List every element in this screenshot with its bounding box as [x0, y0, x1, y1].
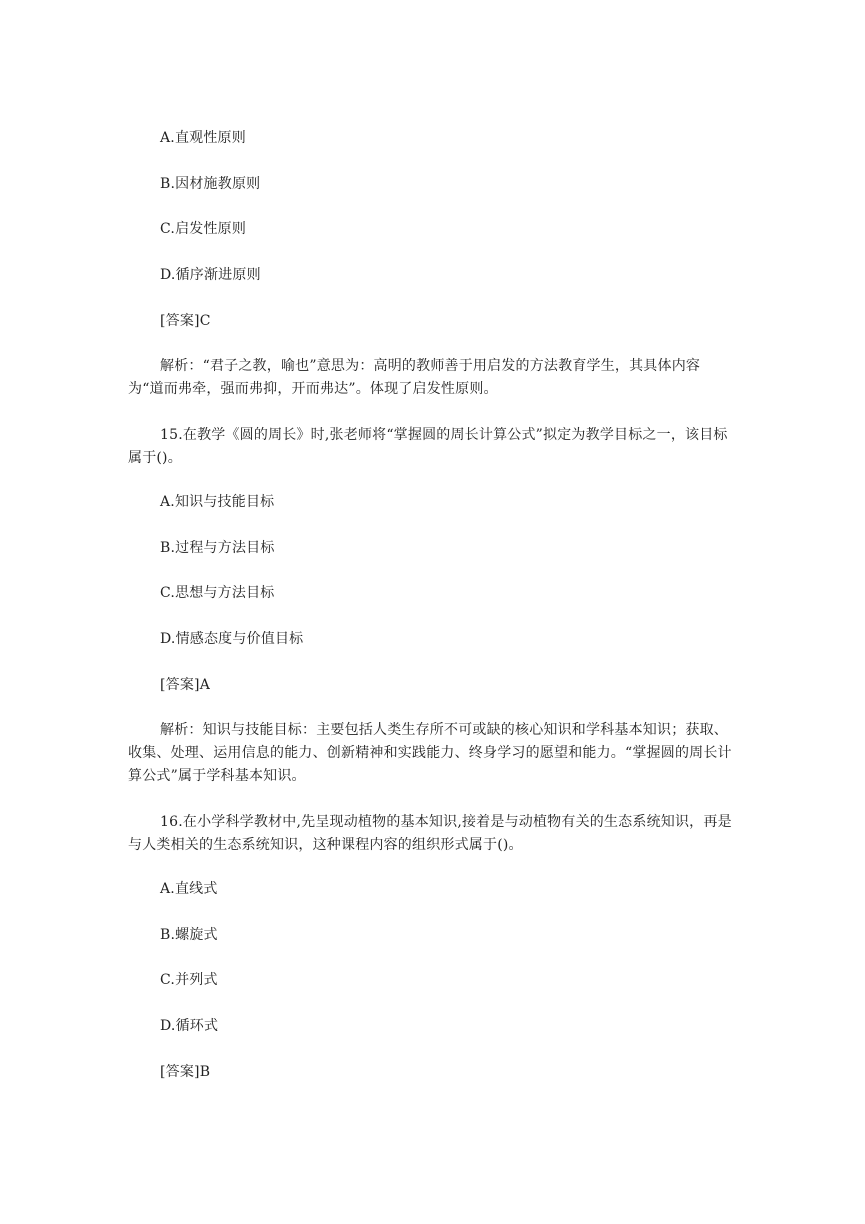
q14-option-b: B.因材施教原则 [160, 176, 261, 192]
q14-analysis: 解析：“君子之教，喻也”意思为：高明的教师善于用启发的方法教育学生，其具体内容为“道而弗牵，强而弗抑，开而弗达”。体现了启发性原则。 [128, 358, 701, 397]
q14-option-d: D.循序渐进原则 [160, 267, 261, 283]
q15-question: 15.在教学《圆的周长》时,张老师将“掌握圆的周长计算公式”拟定为教学目标之一，该目标属于()。 [128, 427, 728, 466]
q14-answer: [答案]C [160, 313, 211, 329]
q15-option-d: D.情感态度与价值目标 [160, 631, 304, 647]
q14-option-c: C.启发性原则 [160, 221, 247, 237]
q15-option-b: B.过程与方法目标 [160, 540, 275, 556]
q16-option-d: D.循环式 [160, 1018, 219, 1034]
q15-analysis: 解析：知识与技能目标：主要包括人类生存所不可或缺的核心知识和学科基本知识；获取、收集、处理、运用信息的能力、创新精神和实践能力、终身学习的愿望和能力。“掌握圆的周长计算公式”属于学科基本知识。 [128, 722, 732, 784]
q14-option-a: A.直观性原则 [160, 130, 246, 146]
q15-option-a: A.知识与技能目标 [160, 494, 275, 510]
q16-option-a: A.直线式 [160, 881, 218, 897]
q16-answer: [答案]B [160, 1064, 211, 1080]
q16-question: 16.在小学科学教材中,先呈现动植物的基本知识,接着是与动植物有关的生态系统知识，再是与人类相关的生态系统知识，这种课程内容的组织形式属于()。 [128, 814, 732, 853]
q15-option-c: C.思想与方法目标 [160, 585, 275, 601]
q15-answer: [答案]A [160, 677, 211, 693]
q16-option-c: C.并列式 [160, 972, 218, 988]
q16-option-b: B.螺旋式 [160, 927, 218, 943]
